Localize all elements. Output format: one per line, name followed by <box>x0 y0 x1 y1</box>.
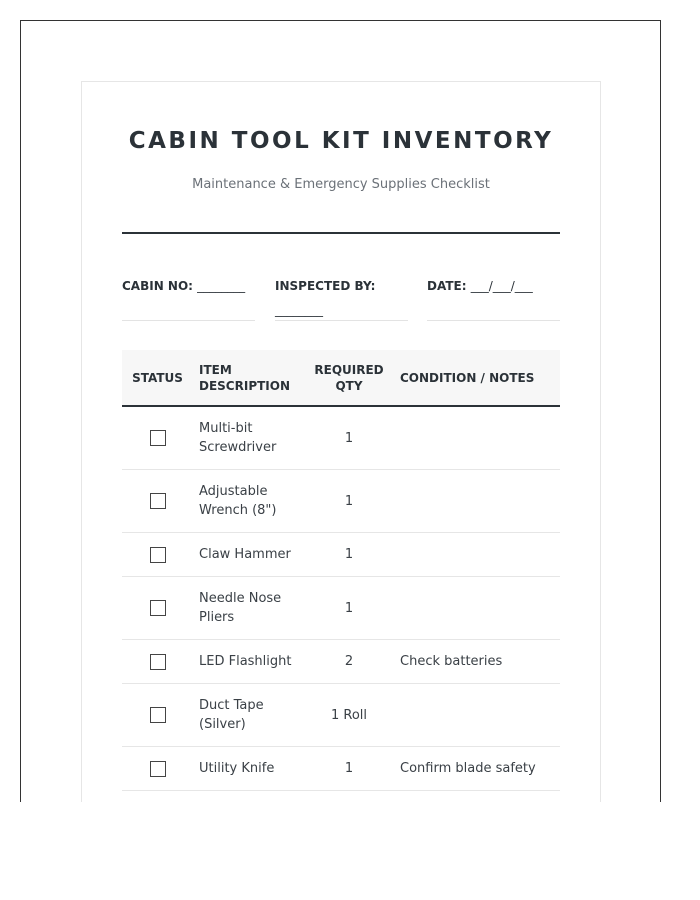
table-row <box>122 470 560 533</box>
required-qty: 1 Roll <box>304 684 394 747</box>
table-row <box>122 640 560 684</box>
status-checkbox[interactable] <box>150 654 166 670</box>
item-description: Adjustable Wrench (8") <box>193 470 304 533</box>
condition-notes[interactable]: Check batteries <box>394 640 560 684</box>
status-checkbox[interactable] <box>150 430 166 446</box>
status-checkbox[interactable] <box>150 547 166 563</box>
table-row <box>122 684 560 747</box>
item-description: Multi-bit Screwdriver <box>193 406 304 470</box>
required-qty: 1 <box>304 533 394 577</box>
inspected-by-blank: ________ <box>275 303 323 317</box>
table-row <box>122 747 560 791</box>
cabin-number-blank: ________ <box>197 279 246 293</box>
table-row <box>122 577 560 640</box>
inspected-by-label: INSPECTED BY: <box>275 279 376 293</box>
required-qty: 1 <box>304 470 394 533</box>
table-header-row <box>122 350 560 406</box>
condition-notes[interactable] <box>394 577 560 640</box>
table-row <box>122 533 560 577</box>
inspected-by-field[interactable] <box>275 274 408 321</box>
date-label: DATE: <box>427 279 467 293</box>
condition-notes[interactable] <box>394 533 560 577</box>
required-qty: 1 <box>304 747 394 791</box>
status-checkbox[interactable] <box>150 493 166 509</box>
status-checkbox[interactable] <box>150 707 166 723</box>
item-description: LED Flashlight <box>193 640 304 684</box>
status-checkbox[interactable] <box>150 600 166 616</box>
column-header-notes: CONDITION / NOTES <box>394 350 560 406</box>
item-description: Needle Nose Pliers <box>193 577 304 640</box>
page-title: CABIN TOOL KIT INVENTORY <box>128 128 554 154</box>
item-description: Duct Tape (Silver) <box>193 684 304 747</box>
item-description: Claw Hammer <box>193 533 304 577</box>
column-header-status: STATUS <box>122 350 193 406</box>
column-header-qty: REQUIRED QTY <box>304 350 394 406</box>
condition-notes[interactable] <box>394 406 560 470</box>
date-field[interactable] <box>427 274 560 321</box>
required-qty: 1 <box>304 406 394 470</box>
status-checkbox[interactable] <box>150 761 166 777</box>
condition-notes[interactable] <box>394 470 560 533</box>
required-qty: 2 <box>304 640 394 684</box>
date-blank: ___/___/___ <box>470 279 533 293</box>
item-description: Utility Knife <box>193 747 304 791</box>
inventory-sheet <box>81 81 601 802</box>
header-divider <box>122 232 560 234</box>
condition-notes[interactable]: Confirm blade safety <box>394 747 560 791</box>
table-row <box>122 406 560 470</box>
page-subtitle: Maintenance & Emergency Supplies Checklist <box>192 177 490 192</box>
column-header-item: ITEM DESCRIPTION <box>193 350 304 406</box>
condition-notes[interactable] <box>394 684 560 747</box>
inventory-table <box>122 350 560 791</box>
cabin-number-field[interactable] <box>122 274 255 321</box>
cabin-number-label: CABIN NO: <box>122 279 193 293</box>
required-qty: 1 <box>304 577 394 640</box>
